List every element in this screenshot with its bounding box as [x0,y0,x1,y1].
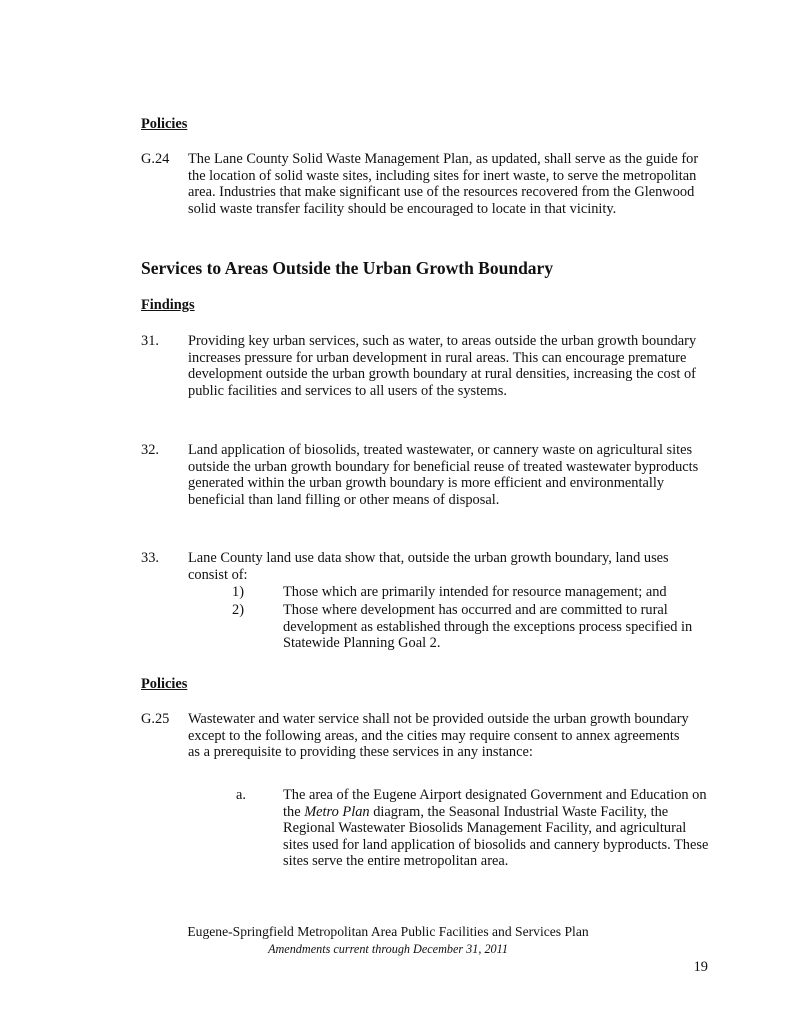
finding-number: 33. [141,550,159,566]
finding-number: 32. [141,442,159,458]
subitem-text [283,787,713,870]
policy-text: Wastewater and water service shall not be provided outside the urban growth boundary except to the following areas, and the cities may require consent to annex agreements as a prerequisite to providing these services in any instance: [188,711,689,761]
metro-plan-italic: Metro Plan [304,803,370,820]
subitem-text-part: The area of the Eugene Airport designated Government and Education on the [283,787,707,820]
finding-text: Land application of biosolids, treated wastewater, or cannery waste on agricultural sites outside the urban growth boundary for beneficial reuse of treated wastewater byproducts generated within the urban growth boundary is more efficient and environmentally beneficial than land filling or other means of disposal. [188,442,699,508]
section-title: Services to Areas Outside the Urban Growth Boundary [141,258,554,278]
subitem-text: Those which are primarily intended for resource management; and [283,584,667,600]
footer-title: Eugene-Springfield Metropolitan Area Public Facilities and Services Plan [187,924,589,939]
policies-heading: Policies [141,676,188,692]
policies-heading: Policies [141,116,188,132]
footer-subtitle: Amendments current through December 31, 2011 [268,942,508,956]
policy-number: G.25 [141,711,170,727]
finding-text: Providing key urban services, such as water, to areas outside the urban growth boundary increases pressure for urban development in rural areas. This can encourage premature development outside the urban growth boundary at rural densities, increasing the cost of public facilities and services to all users of the systems. [188,333,697,399]
subitem-number: 2) [232,602,244,618]
subitem-text-part: diagram, the Seasonal Industrial Waste Facility, the Regional Wastewater Biosolids Management Facility, and agricultural sites used for land application of biosolids and cannery byproducts. These sites serve the entire metropolitan area. [283,803,709,870]
findings-heading: Findings [141,297,195,313]
subitem-text: Those where development has occurred and are committed to rural development as established through the exceptions process specified in Statewide Planning Goal 2. [283,602,693,652]
subitem-number: a. [236,787,246,803]
finding-number: 31. [141,333,159,349]
page-number: 19 [693,959,708,975]
policy-number: G.24 [141,151,170,167]
policy-text: The Lane County Solid Waste Management Plan, as updated, shall serve as the guide for the location of solid waste sites, including sites for inert waste, to serve the metropolitan area. Industries that make significant use of the resources recovered from the Glenwood solid waste transfer facility should be encouraged to locate in that vicinity. [188,151,699,217]
finding-text: Lane County land use data show that, outside the urban growth boundary, land uses consist of: [188,550,669,583]
subitem-number: 1) [232,584,244,600]
